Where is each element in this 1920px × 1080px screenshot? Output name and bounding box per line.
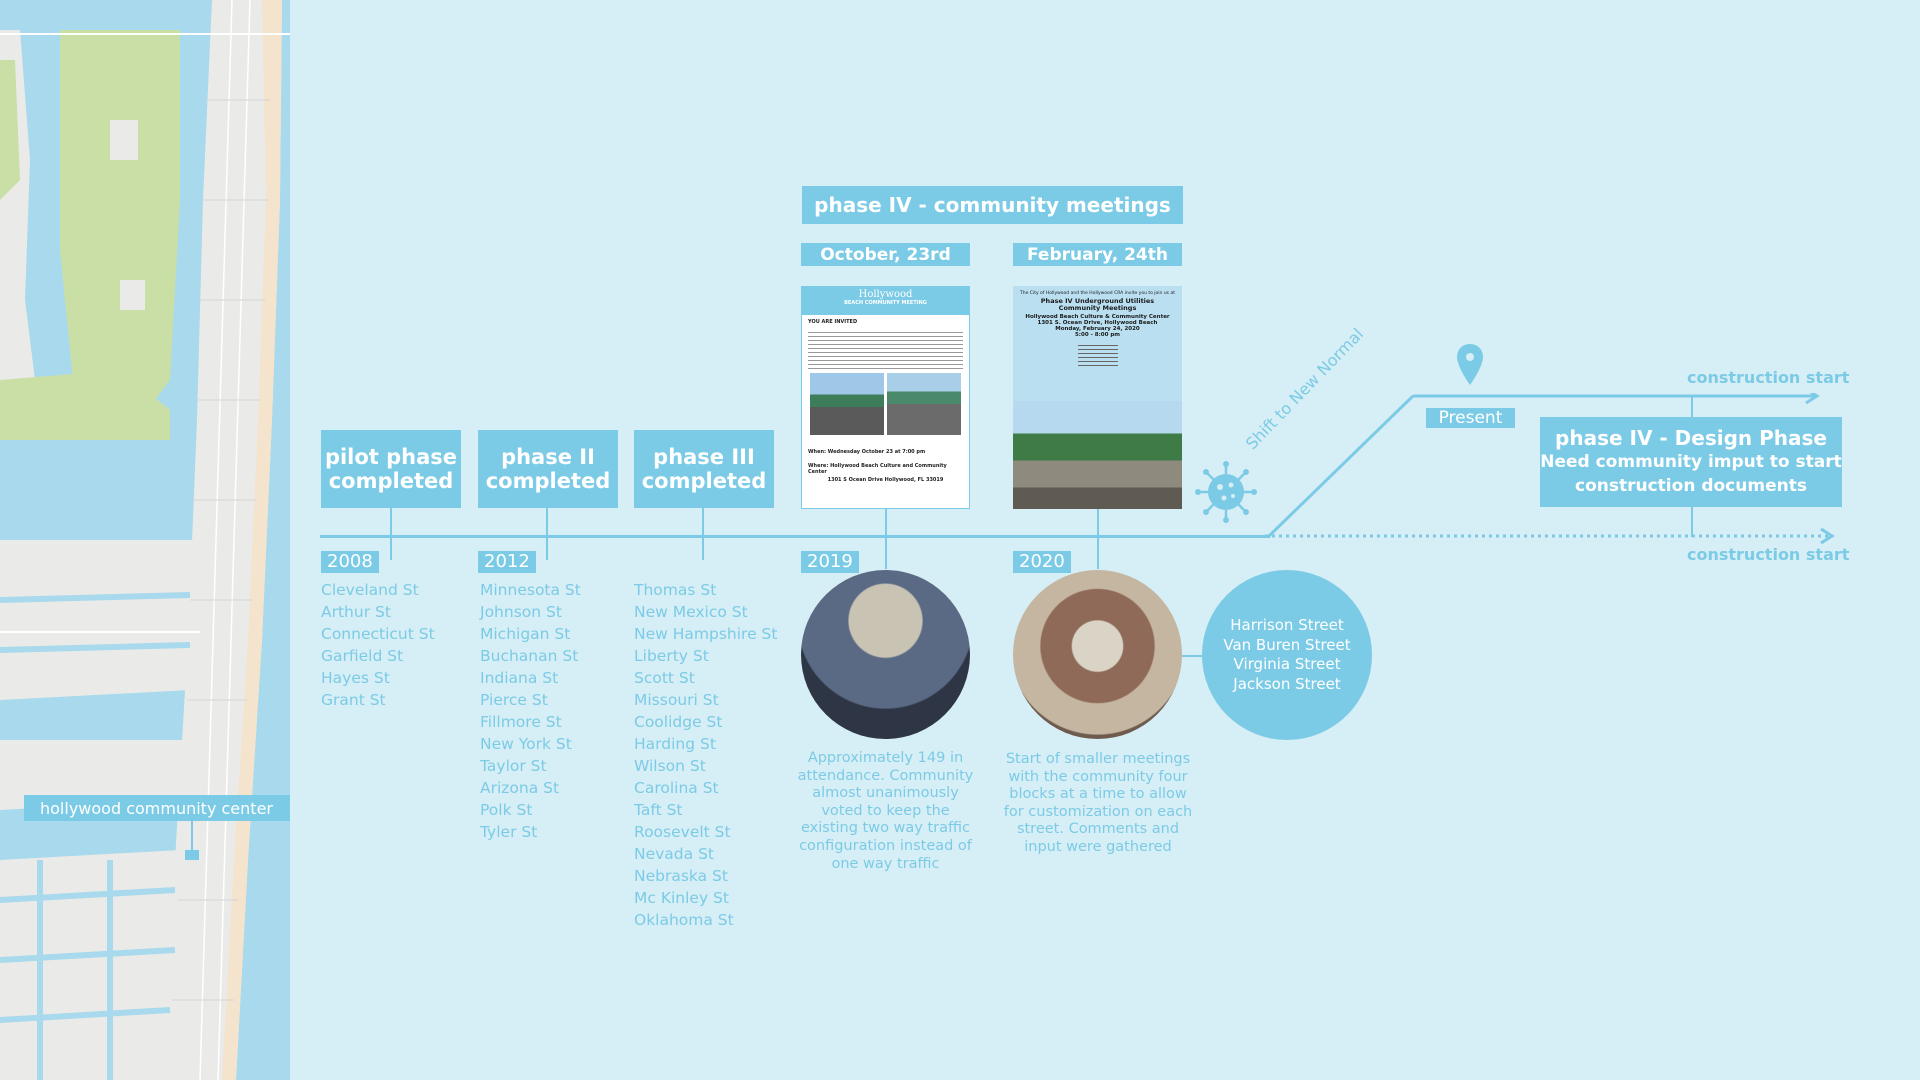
meetings-title-box: phase IV - community meetings: [802, 186, 1183, 224]
shift-label: Shift to New Normal: [1242, 324, 1368, 454]
year-2020: 2020: [1013, 551, 1071, 573]
october-meeting-flyer: Hollywood BEACH COMMUNITY MEETING YOU ARE INVITED When: Wednesday October 23 at 7:00 pm Where: Hollywood Beach Culture and Community Center 1301 S Ocean Drive Hollywood, FL 33019: [801, 286, 970, 509]
virus-icon: [1194, 460, 1258, 524]
meeting-crowd-photo: [801, 570, 970, 739]
oct-caption: Approximately 149 in attendance. Community almost unanimously voted to keep the existing two way traffic configuration instead of one way traffic: [797, 750, 974, 872]
timeline-axis: [320, 535, 1270, 538]
feb-connector: [1097, 509, 1099, 569]
phase-3-box: phase III completed: [634, 430, 774, 508]
year-2008: 2008: [321, 551, 379, 573]
phase-2-streets: Minnesota St Johnson St Michigan St Buchanan St Indiana St Pierce St Fillmore St New York St Taylor St Arizona St Polk St Tyler St: [480, 581, 581, 841]
phase-2-connector: [546, 508, 548, 560]
flyer-oct-header: Hollywood BEACH COMMUNITY MEETING: [802, 287, 969, 315]
pilot-connector: [390, 508, 392, 560]
design-connector-top: [1691, 395, 1693, 417]
flyer-oct-text-lines: [808, 329, 963, 369]
pilot-streets: Cleveland St Arthur St Connecticut St Garfield St Hayes St Grant St: [321, 581, 435, 709]
rendering-image-1: [810, 373, 884, 435]
community-center-label: hollywood community center: [24, 795, 290, 821]
oct-date-box: October, 23rd: [801, 243, 970, 266]
construction-start-bottom: construction start: [1687, 545, 1850, 564]
pilot-phase-box: pilot phase completed: [321, 430, 461, 508]
feb-date-box: February, 24th: [1013, 243, 1182, 266]
feb-caption: Start of smaller meetings with the community four blocks at a time to allow for customization on each street. Comments and input were gathered: [1003, 751, 1193, 855]
phase-3-connector: [702, 508, 704, 560]
design-phase-box: phase IV - Design Phase Need community imput to start construction documents: [1540, 417, 1842, 507]
flyer-feb-text-lines: [1078, 342, 1118, 368]
rendering-image-2: [887, 373, 961, 435]
construction-start-top: construction start: [1687, 368, 1850, 387]
phase-2-box: phase II completed: [478, 430, 618, 508]
year-2012: 2012: [478, 551, 536, 573]
present-label: Present: [1426, 408, 1515, 428]
february-meeting-flyer: The City of Hollywood and the Hollywood CRA invite you to join us at Phase IV Underground Utilities Community Meetings Hollywood Beach Culture & Community Center 1301 S. Ocean Drive, Hollywood Beach Monday, February 24, 2020 5:00 - 8:00 pm: [1013, 286, 1182, 509]
flyer-oct-renderings: [810, 373, 961, 435]
phase-3-streets: Thomas St New Mexico St New Hampshire St Liberty St Scott St Missouri St Coolidge St Harding St Wilson St Carolina St Taft St Roosevelt St Nevada St Nebraska St Mc Kinley St Oklahoma St: [634, 581, 778, 929]
year-2019: 2019: [801, 551, 859, 573]
street-photo: [1013, 401, 1182, 509]
timeline-dotted-line: [1265, 528, 1845, 544]
small-meeting-photo: [1013, 570, 1182, 739]
oct-connector: [885, 509, 887, 569]
phase-4-streets-circle: Harrison Street Van Buren Street Virginia Street Jackson Street: [1202, 570, 1372, 740]
location-pin-icon: [1455, 343, 1485, 387]
area-map: [0, 0, 290, 1080]
design-connector-bottom: [1691, 507, 1693, 537]
